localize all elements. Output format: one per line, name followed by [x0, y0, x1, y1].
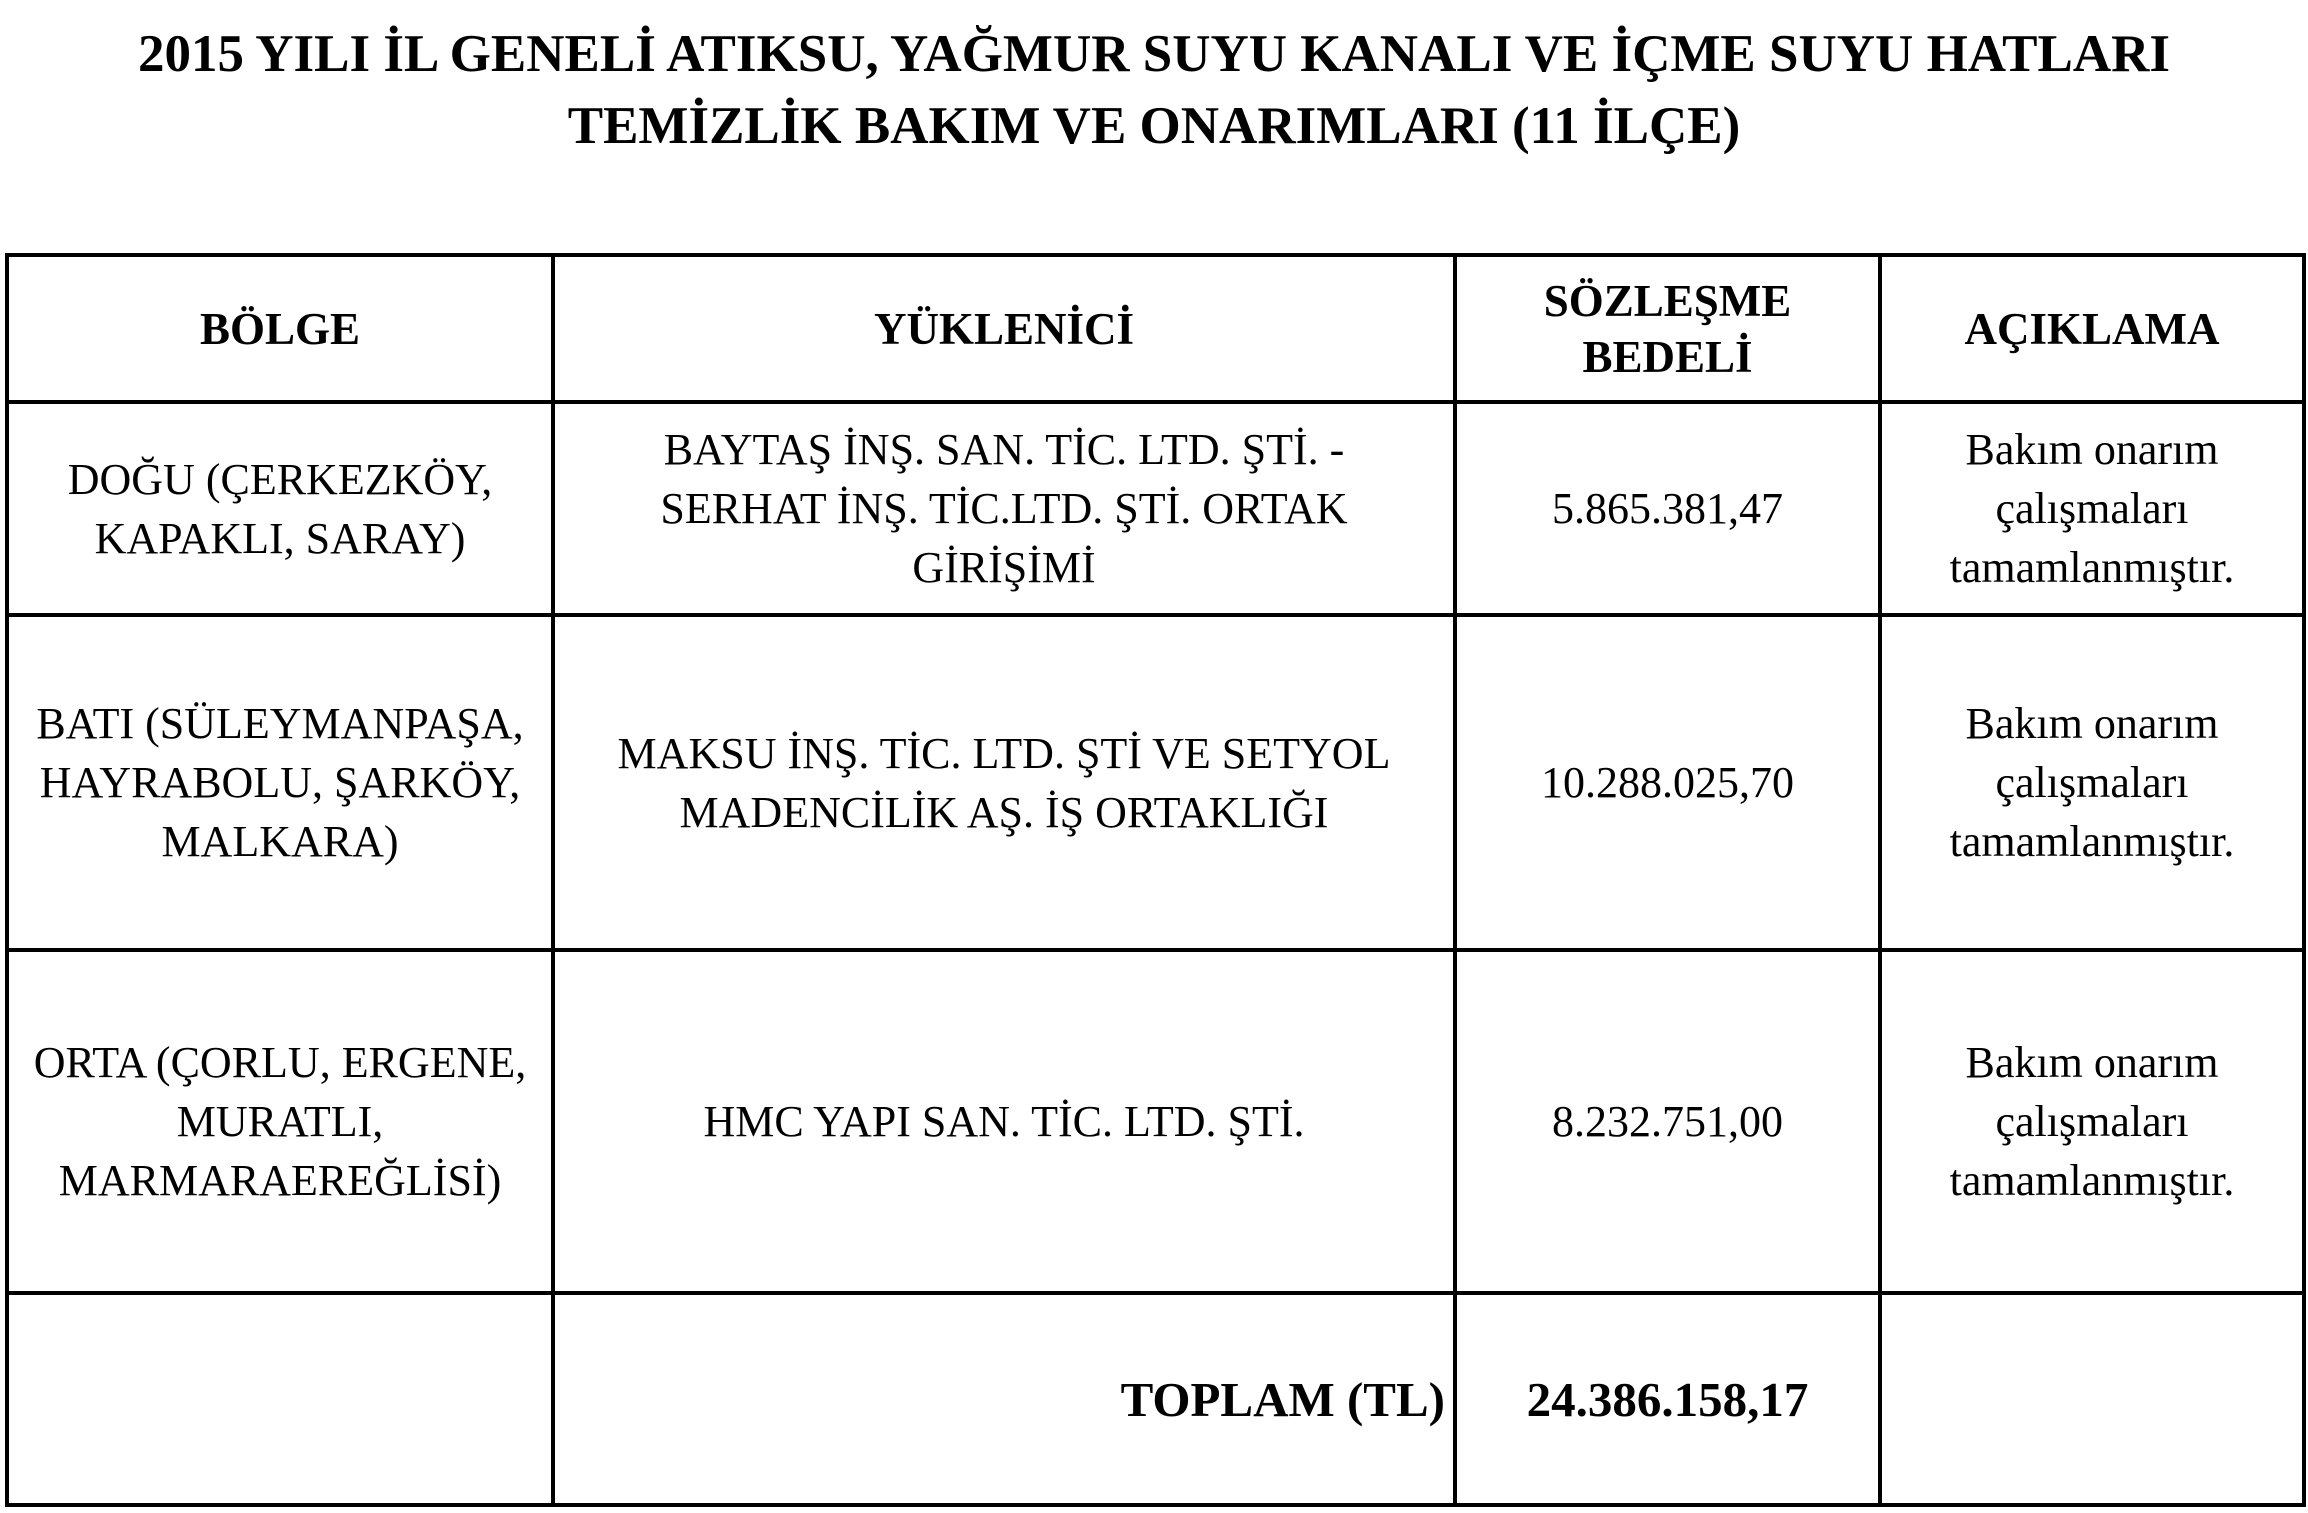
cell-line: Bakım onarım: [1965, 1038, 2219, 1087]
header-contract-value-line-1: SÖZLEŞME: [1543, 275, 1792, 326]
cell-line: MURATLI,: [176, 1097, 384, 1146]
cell-line: HAYRABOLU, ŞARKÖY,: [39, 758, 521, 807]
header-region: BÖLGE: [7, 255, 553, 402]
cell-line: Bakım onarım: [1965, 425, 2219, 474]
cell-contract-value: 5.865.381,47: [1455, 402, 1880, 615]
cell-line: tamamlanmıştır.: [1949, 817, 2235, 866]
header-contractor: YÜKLENİCİ: [553, 255, 1455, 402]
cell-line: MARMARAEREĞLİSİ): [58, 1156, 502, 1205]
cell-line: Bakım onarım: [1965, 699, 2219, 748]
cell-region: [7, 402, 553, 615]
cell-line: çalışmaları: [1995, 758, 2189, 807]
cell-line: DOĞU (ÇERKEZKÖY,: [67, 454, 493, 504]
contracts-table: [5, 253, 2306, 1507]
cell-region: [7, 615, 553, 950]
header-contract-value-line-2: BEDELİ: [1582, 331, 1753, 382]
cell-contractor: [553, 615, 1455, 950]
cell-description: [1880, 950, 2304, 1293]
cell-description: [1880, 615, 2304, 950]
cell-description: [1880, 402, 2304, 615]
cell-empty: [7, 1293, 553, 1505]
cell-line: çalışmaları: [1995, 1097, 2189, 1146]
total-label: TOPLAM (TL): [553, 1293, 1455, 1505]
title-line-2: TEMİZLİK BAKIM VE ONARIMLARI (11 İLÇE): [567, 97, 1741, 155]
table-row: [7, 615, 2304, 950]
cell-line: MADENCİLİK AŞ. İŞ ORTAKLIĞI: [679, 787, 1329, 837]
title-line-1: 2015 YILI İL GENELİ ATIKSU, YAĞMUR SUYU KANALI VE İÇME SUYU HATLARI: [137, 25, 2171, 83]
table-total-row: [7, 1293, 2304, 1505]
cell-line: HMC YAPI SAN. TİC. LTD. ŞTİ.: [703, 1097, 1305, 1146]
header-contract-value: [1455, 255, 1880, 402]
cell-contract-value: 8.232.751,00: [1455, 950, 1880, 1293]
cell-line: BAYTAŞ İNŞ. SAN. TİC. LTD. ŞTİ. -: [663, 425, 1345, 474]
header-description: AÇIKLAMA: [1880, 255, 2304, 402]
cell-contractor: [553, 402, 1455, 615]
cell-empty: [1880, 1293, 2304, 1505]
cell-line: tamamlanmıştır.: [1949, 1156, 2235, 1205]
table-row: [7, 950, 2304, 1293]
cell-line: ORTA (ÇORLU, ERGENE,: [33, 1038, 527, 1087]
cell-line: MALKARA): [161, 817, 399, 866]
table-header-row: [7, 255, 2304, 402]
cell-line: çalışmaları: [1995, 484, 2189, 533]
cell-line: GİRİŞİMİ: [912, 543, 1096, 592]
total-value: 24.386.158,17: [1455, 1293, 1880, 1505]
cell-line: KAPAKLI, SARAY): [94, 513, 466, 563]
cell-line: MAKSU İNŞ. TİC. LTD. ŞTİ VE SETYOL: [617, 728, 1391, 778]
table-row: [7, 402, 2304, 615]
cell-region: [7, 950, 553, 1293]
cell-contract-value: 10.288.025,70: [1455, 615, 1880, 950]
cell-line: tamamlanmıştır.: [1949, 543, 2235, 592]
cell-line: SERHAT İNŞ. TİC.LTD. ŞTİ. ORTAK: [660, 484, 1348, 533]
document-title: [0, 18, 2308, 162]
cell-line: BATI (SÜLEYMANPAŞA,: [36, 699, 524, 748]
cell-contractor: [553, 950, 1455, 1293]
